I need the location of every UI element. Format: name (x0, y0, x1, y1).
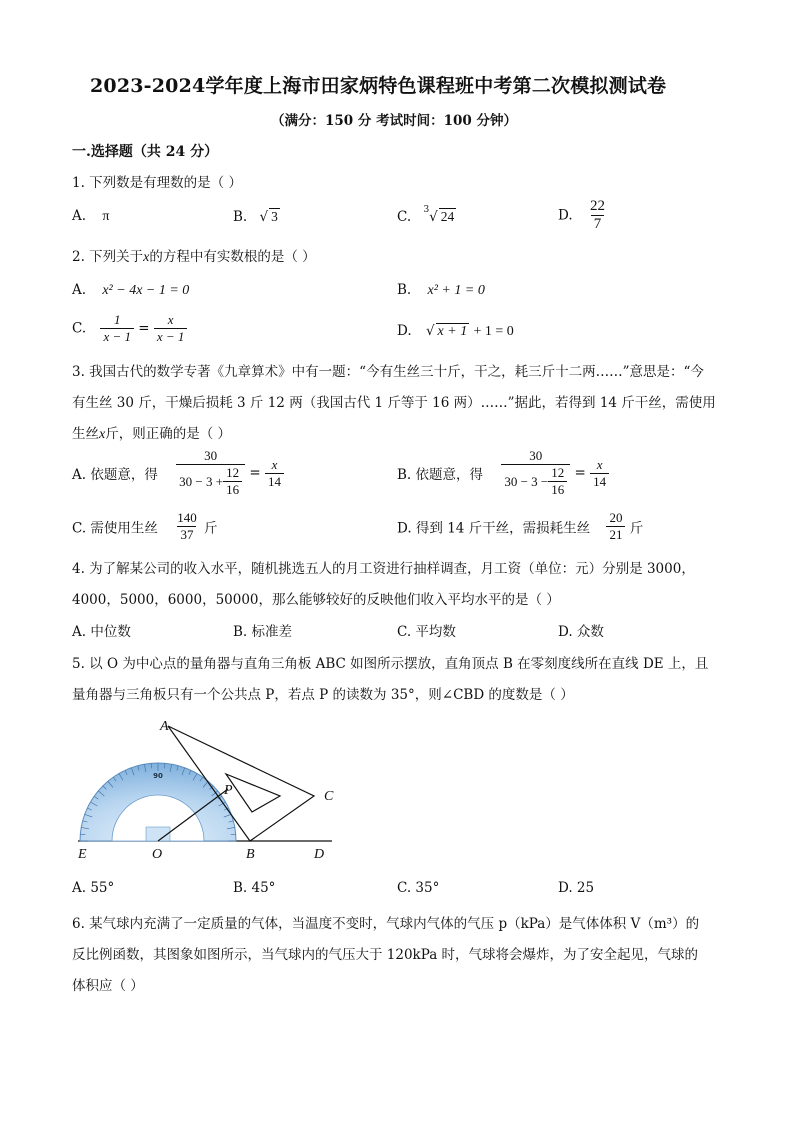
option-label: C. (397, 209, 412, 225)
protractor-90-mark: 90 (153, 772, 163, 780)
equation: x² + 1 = 0 (427, 283, 485, 298)
q5-option-c[interactable]: C. 35° (397, 880, 440, 896)
fraction: $\frac{140}{37}$ (177, 510, 197, 542)
label-e: E (78, 847, 87, 862)
q5-option-a[interactable]: A. 55° (72, 880, 115, 896)
q3-line-3: 生丝x斤，则正确的是（ ） (72, 426, 232, 442)
q3-option-c[interactable]: C. 需使用生丝 $\frac{140}{37}$ 斤 (72, 510, 218, 542)
option-label: A. (72, 282, 87, 298)
label-a: A (160, 719, 169, 734)
q2-stem: 2. 下列关于x的方程中有实数根的是（ ） (72, 249, 316, 265)
q2-option-a[interactable] (72, 282, 189, 299)
q3-option-a[interactable]: A. 依题意，得 30 30 − 3 + $\frac{12}{16}$ = $\frac{x}{14}$ (72, 448, 284, 498)
q1-option-a[interactable] (72, 208, 109, 225)
q1-option-c[interactable]: C. $^3$√ 24 (397, 204, 455, 225)
fraction: 30 30 − 3 − $\frac{12}{16}$ (501, 448, 570, 498)
option-label: D. (558, 207, 573, 224)
q5-line-2: 量角器与三角板只有一个公共点 P，若点 P 的读数为 35°，则∠CBD 的度数是（ ） (72, 687, 574, 703)
option-value: π (102, 209, 110, 224)
option-label: B. (397, 282, 412, 298)
section-heading: 一.选择题（共 24 分） (72, 144, 219, 160)
root-index: 3 (423, 204, 430, 215)
label-c: C (324, 789, 334, 804)
label-o: O (152, 847, 163, 862)
label-d: D (314, 847, 325, 862)
q3-line-2: 有生丝 30 斤，干燥后损耗 3 斤 12 两（我国古代 1 斤等于 16 两）……”据此，若得到 14 斤干丝，需使用 (72, 395, 716, 411)
option-label: B. (233, 209, 248, 225)
option-label: C. (72, 320, 87, 337)
q3-option-d[interactable]: D. 得到 14 斤干丝，需损耗生丝 $\frac{20}{21}$ 斤 (397, 510, 644, 542)
option-label: B. 依题意，得 (397, 467, 484, 483)
q2-option-d[interactable]: D. √ x + 1 + 1 = 0 (397, 323, 514, 339)
radicand: x + 1 (437, 324, 468, 339)
option-label: A. 依题意，得 (72, 467, 158, 483)
q6-line-3: 体积应（ ） (72, 978, 144, 994)
fraction: $\frac{1}{x - 1}$ (100, 312, 134, 345)
protractor (80, 763, 236, 841)
page-title: 2023-2024学年度上海市田家炳特色课程班中考第二次模拟测试卷 (90, 75, 667, 97)
q2-option-b[interactable] (397, 282, 485, 299)
q1-option-b[interactable]: B. √ 3 (233, 209, 278, 225)
q5-option-b[interactable]: B. 45° (233, 880, 276, 896)
fraction: $\frac{x}{14}$ (265, 457, 284, 490)
q1-stem: 1. 下列数是有理数的是（ ） (72, 175, 242, 191)
q5-line-1: 5. 以 O 为中心点的量角器与直角三角板 ABC 如图所示摆放，直角顶点 B 在零刻度线所在直线 DE 上，且 (72, 656, 709, 672)
fraction: $\frac{20}{21}$ (606, 510, 625, 543)
page-subtitle: （满分：150 分 考试时间：100 分钟） (271, 113, 517, 129)
option-label: A. (72, 208, 87, 224)
q4-option-c[interactable]: C. 平均数 (397, 624, 456, 640)
option-label: C. 需使用生丝 (72, 520, 158, 537)
equation: x² − 4x − 1 = 0 (102, 283, 190, 298)
q6-line-2: 反比例函数，其图象如图所示，当气球内的气压大于 120kPa 时，气球将会爆炸，为了安全起见，气球的 (72, 947, 699, 963)
q4-option-b[interactable]: B. 标准差 (233, 624, 293, 640)
fraction: $\frac{x}{14}$ (590, 457, 609, 490)
q4-line-1: 4. 为了解某公司的收入水平，随机挑选五人的月工资进行抽样调查，月工资（单位：元）分别是 3000， (72, 561, 695, 577)
q3-option-b[interactable]: B. 依题意，得 30 30 − 3 − $\frac{12}{16}$ = $\frac{x}{14}$ (397, 448, 609, 498)
q4-option-d[interactable]: D. 众数 (558, 624, 604, 640)
fraction: $\frac{22}{7}$ (589, 198, 605, 232)
label-b: B (246, 847, 255, 862)
protractor-triangle-figure (70, 712, 350, 867)
option-value: 24 (440, 209, 455, 224)
q3-line-1: 3. 我国古代的数学专著《九章算术》中有一题：“今有生丝三十斤，干之，耗三斤十二两……”意思是：“今 (72, 364, 704, 380)
option-value: 3 (271, 209, 278, 224)
q6-line-1: 6. 某气球内充满了一定质量的气体，当温度不变时，气球内气体的气压 p（kPa）是气体体积 V（m³）的 (72, 916, 700, 932)
q5-option-d[interactable]: D. 25 (558, 880, 595, 896)
option-label: D. (397, 323, 412, 339)
q1-option-d[interactable] (558, 198, 608, 233)
fraction: $\frac{x}{x - 1}$ (154, 312, 188, 345)
option-label: D. 得到 14 斤干丝，需损耗生丝 (397, 520, 591, 537)
q4-line-2: 4000，5000，6000，50000，那么能够较好的反映他们收入平均水平的是（ ） (72, 592, 560, 608)
q4-option-a[interactable]: A. 中位数 (72, 624, 131, 640)
q2-option-c[interactable]: C. $\frac{1}{x - 1}$ = $\frac{x}{x - 1}$ (72, 312, 187, 345)
fraction: 30 30 − 3 + $\frac{12}{16}$ (176, 448, 245, 498)
label-p: P (224, 783, 233, 798)
